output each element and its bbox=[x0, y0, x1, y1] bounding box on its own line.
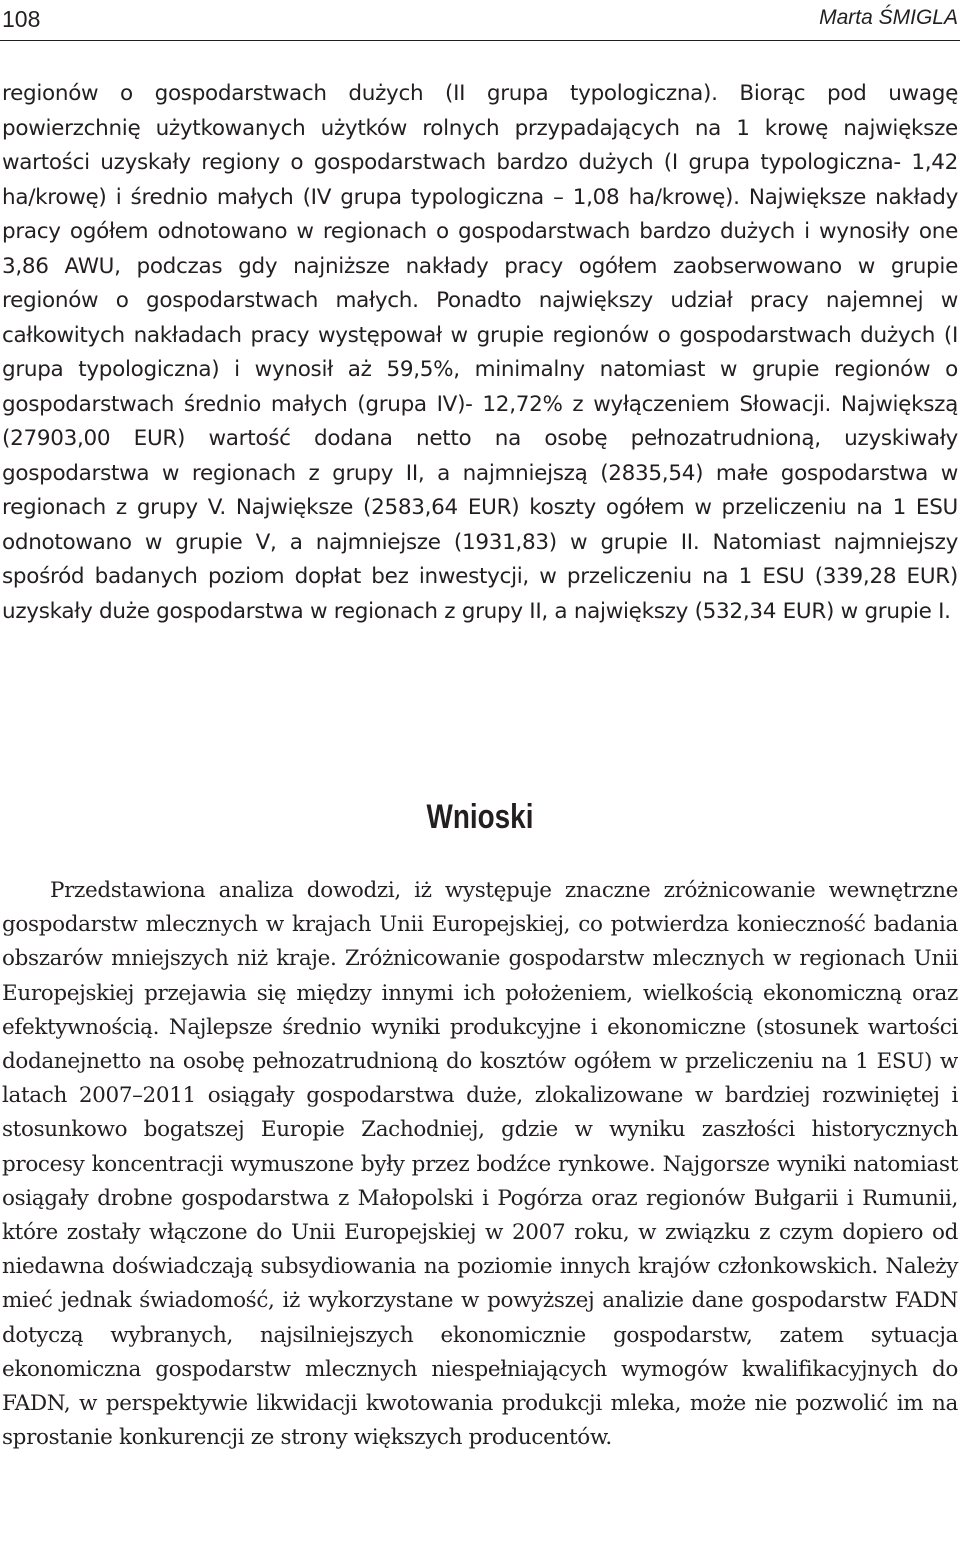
running-author: Marta ŚMIGLA bbox=[819, 6, 958, 29]
section-heading: Wnioski bbox=[426, 798, 534, 836]
paragraph-results: regionów o gospodarstwach dużych (II grupa typologiczna). Biorąc pod uwagę powierzchnię użytkowanych użytków rolnych przypadających na 1 krowę największe wartości uzyskały regiony o gospodarstwach bardzo dużych (I grupa typologiczna- 1,42 ha/krowę) i średnio małych (IV grupa typologiczna – 1,08 ha/krowę). Największe nakłady pracy ogółem odnotowano w regionach o gospodarstwach bardzo dużych i wynosiły one 3,86 AWU, podczas gdy najniższe nakłady pracy ogółem zaobserwowano w grupie regionów o gospodarstwach małych. Ponadto największy udział pracy najemnej w całkowitych nakładach pracy występował w grupie regionów o gospodarstwach dużych (I grupa typologiczna) i wynosił aż 59,5%, minimalny natomiast w grupie regionów o gospodarstwach średnio małych (grupa IV)- 12,72% z wyłączeniem Słowacji. Największą (27903,00 EUR) wartość dodana netto na osobę pełnozatrudnioną, uzyskiwały gospodarstwa w regionach z grupy II, a najmniejszą (2835,54) małe gospodarstwa w regionach z grupy V. Największe (2583,64 EUR) koszty ogółem w przeliczeniu na 1 ESU odnotowano w grupie V, a najmniejsze (1931,83) w grupie II. Natomiast najmniejszy spośród badanych poziom dopłat bez inwestycji, w przeliczeniu na 1 ESU (339,28 EUR) uzyskały duże gospodarstwa w regionach z grupy II, a największy (532,34 EUR) w grupie I. bbox=[2, 81, 958, 624]
running-header bbox=[0, 0, 960, 41]
page-number: 108 bbox=[2, 6, 41, 32]
paragraph-conclusions: Przedstawiona analiza dowodzi, iż występuje znaczne zróżnicowanie wewnętrzne gospodarstw mlecznych w krajach Unii Europejskiej, co potwierdza konieczność badania obszarów mniejszych niż kraje. Zróżnicowanie gospodarstw mlecznych w regionach Unii Europejskiej przejawia się między innymi ich położeniem, wielkością ekonomiczną oraz efektywnością. Najlepsze średnio wyniki produkcyjne i ekonomiczne (stosunek wartości dodanejnetto na osobę pełnozatrudnioną do kosztów ogółem w przeliczeniu na 1 ESU) w latach 2007–2011 osiągały gospodarstwa duże, zlokalizowane w bardziej rozwiniętej i stosunkowo bogatszej Europie Zachodniej, gdzie w wyniku zaszłości historycznych procesy koncentracji wymuszone były przez bodźce rynkowe. Najgorsze wyniki natomiast osiągały drobne gospodarstwa z Małopolski i Pogórza oraz regionów Bułgarii i Rumunii, które zostały włączone do Unii Europejskiej w 2007 roku, w związku z czym dopiero od niedawna doświadczają subsydiowania na poziomie innych krajów członkowskich. Należy mieć jednak świadomość, iż wykorzystane w powyższej analizie dane gospodarstw FADN dotyczą wybranych, najsilniejszych ekonomicznie gospodarstw, zatem sytuacja ekonomiczna gospodarstw mlecznych niespełniających wymogów kwalifikacyjnych do FADN, w perspektywie likwidacji kwotowania produkcji mleka, może nie pozwolić im na sprostanie konkurencji ze strony większych producentów. bbox=[2, 878, 958, 1451]
